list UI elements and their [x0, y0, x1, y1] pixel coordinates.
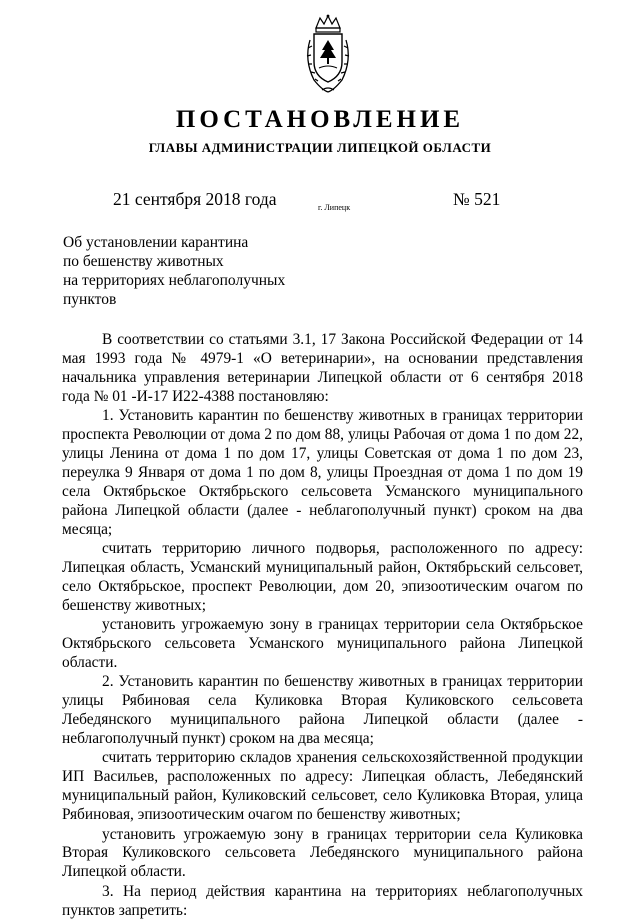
body-paragraph: считать территорию личного подворья, расположенного по адресу: Липецкая область, Усманский муниципальный район, Октябрьский сельсовет, село Октябрьское, проспект Революции, дом 20, эпизоотическим очагом по бешенству животных; [62, 539, 583, 614]
coat-of-arms-icon [302, 14, 354, 96]
subject-line: на территориях неблагополучных [63, 272, 286, 289]
body-paragraph: 1. Установить карантин по бешенству животных в границах территории проспекта Революции от дома 2 по дом 88, улицы Рабочая от дома 1 по дом 22, улицы Ленина от дома 1 по дом 17, улицы Советская от дома 1 по дом 23, переулка 9 Января от дома 1 по дом 8, улицы Проездная от дома 1 по дом 19 села Октябрьское Октябрьского сельсовета Усманского муниципального района Липецкой области (далее - неблагополучный пункт) сроком на два месяца; [62, 407, 583, 538]
document-title: ПОСТАНОВЛЕНИЕ [175, 106, 465, 133]
body-paragraph: установить угрожаемую зону в границах территории села Октябрьское Октябрьского сельсовета Усманского муниципального района Липецкой области. [62, 616, 583, 671]
body-paragraph: В соответствии со статьями 3.1, 17 Закона Российской Федерации от 14 мая 1993 года № 4979-1 «О ветеринарии», на основании представления начальника управления ветеринарии Липецкой области от 6 сентября 2018 года № 01 -И-17 И22-4388 постановляю: [62, 331, 583, 405]
document-subject [63, 233, 323, 309]
document-date: 21 сентября 2018 года [113, 189, 277, 209]
document-city: г. Липецк [318, 203, 351, 212]
document-body [62, 331, 583, 921]
document-number: № 521 [453, 189, 501, 209]
issuing-authority: ГЛАВЫ АДМИНИСТРАЦИИ ЛИПЕЦКОЙ ОБЛАСТИ [148, 140, 492, 155]
subject-line: по бешенству животных [63, 253, 224, 270]
subject-line: пунктов [63, 291, 117, 308]
subject-line: Об установлении карантина [63, 234, 249, 251]
body-paragraph: установить угрожаемую зону в границах территории села Куликовка Вторая Куликовского сельсовета Лебедянского муниципального района Липецкой области. [62, 825, 583, 881]
body-paragraph: считать территорию складов хранения сельскохозяйственной продукции ИП Васильев, расположенных по адресу: Липецкая область, Лебедянский муниципальный район, Куликовский сельсовет, село Куликовка Вторая, улица Рябиновая, эпизоотическим очагом по бешенству животных; [62, 749, 583, 824]
body-paragraph: 3. На период действия карантина на территориях неблагополучных пунктов запретить: [62, 882, 583, 919]
body-paragraph: 2. Установить карантин по бешенству животных в границах территории улицы Рябиновая села Куликовка Вторая Куликовского сельсовета Лебедянского муниципального района Липецкой области (далее - неблагополучный пункт) сроком на два месяца; [62, 673, 583, 748]
